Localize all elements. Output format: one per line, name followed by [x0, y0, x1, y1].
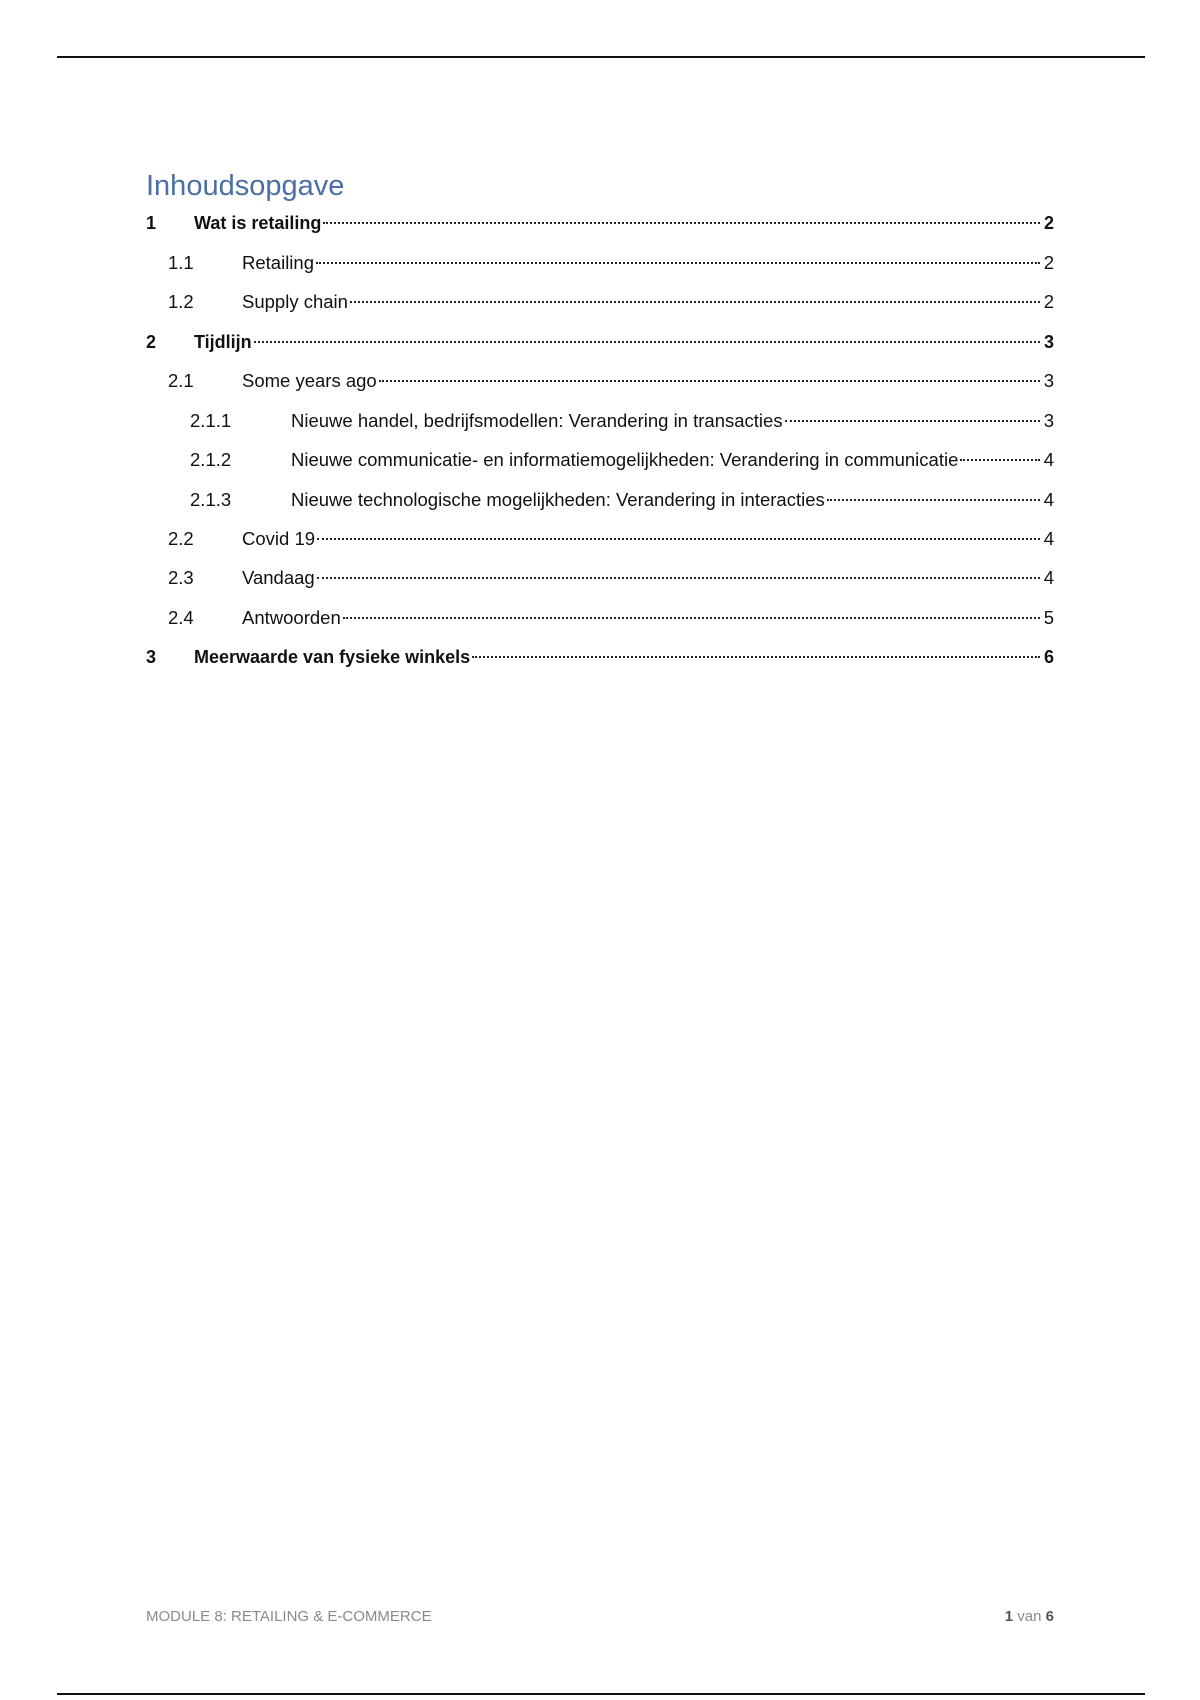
dot-leader — [785, 420, 1040, 422]
dot-leader — [317, 577, 1040, 579]
toc-entry-title: Antwoorden — [242, 607, 341, 628]
dot-leader — [472, 656, 1040, 658]
header-rule — [57, 56, 1145, 58]
toc-entry-2-1[interactable] — [146, 368, 1054, 394]
toc-entry-number: 2.1.3 — [190, 489, 232, 510]
toc-entry-title: Some years ago — [242, 370, 377, 391]
dot-leader — [827, 499, 1040, 501]
page-total: 6 — [1045, 1608, 1054, 1625]
toc-entry-number: 1.1 — [168, 252, 194, 273]
page-separator: van — [1017, 1608, 1042, 1625]
toc-entry-2-2[interactable] — [146, 526, 1054, 552]
dot-leader — [343, 617, 1040, 619]
toc-entry-title: Nieuwe handel, bedrijfsmodellen: Verandering in transacties — [291, 410, 783, 431]
toc-entry-page: 2 — [1043, 252, 1054, 273]
toc-entry-page: 2 — [1043, 213, 1054, 233]
toc-entry-page: 2 — [1043, 291, 1054, 312]
toc-entry-page: 4 — [1043, 528, 1054, 549]
toc-entry-page: 4 — [1043, 449, 1054, 470]
toc-entry-title: Wat is retailing — [194, 213, 322, 233]
toc-entry-title: Covid 19 — [242, 528, 316, 549]
toc-entry-number: 2.1 — [168, 370, 194, 391]
page-current: 1 — [1004, 1608, 1014, 1625]
dot-leader — [350, 301, 1040, 303]
dot-leader — [960, 459, 1040, 461]
footer-module-label: MODULE 8: RETAILING & E-COMMERCE — [146, 1608, 432, 1625]
toc-entry-1-1[interactable] — [146, 250, 1054, 276]
toc-entry-2-1-2[interactable] — [146, 447, 1054, 473]
toc-entry-page: 3 — [1043, 332, 1054, 352]
toc-entry-number: 1.2 — [168, 291, 194, 312]
toc-entry-2-4[interactable] — [146, 605, 1054, 631]
toc-entry-page: 4 — [1043, 567, 1054, 588]
toc-entry-3[interactable] — [146, 644, 1054, 670]
toc-entry-2-1-3[interactable] — [146, 487, 1054, 513]
dot-leader — [316, 262, 1040, 264]
dot-leader — [254, 341, 1040, 343]
page-number — [1005, 1608, 1054, 1625]
toc-entry-2[interactable] — [146, 329, 1054, 355]
dot-leader — [317, 538, 1040, 540]
toc-entry-page: 3 — [1043, 370, 1054, 391]
toc-entry-number: 2.4 — [168, 607, 194, 628]
toc-title: Inhoudsopgave — [146, 170, 345, 202]
toc-entry-number: 1 — [146, 213, 157, 233]
toc-entry-title: Supply chain — [242, 291, 348, 312]
toc-entry-number: 2.1.2 — [190, 449, 232, 470]
toc-entry-page: 6 — [1043, 647, 1054, 667]
toc-entry-number: 2.2 — [168, 528, 194, 549]
toc-entry-page: 5 — [1043, 607, 1054, 628]
toc-entry-title: Nieuwe communicatie- en informatiemogelijkheden: Verandering in communicatie — [291, 449, 959, 470]
dot-leader — [379, 380, 1040, 382]
toc-entry-page: 3 — [1043, 410, 1054, 431]
toc-entry-page: 4 — [1043, 489, 1054, 510]
toc-entry-number: 2.3 — [168, 567, 194, 588]
toc-entry-number: 3 — [146, 647, 157, 667]
toc-entry-title: Tijdlijn — [194, 332, 252, 352]
toc-entry-1[interactable] — [146, 210, 1054, 236]
toc-entry-2-1-1[interactable] — [146, 408, 1054, 434]
dot-leader — [323, 222, 1040, 224]
toc-entry-title: Meerwaarde van fysieke winkels — [194, 647, 471, 667]
toc-entry-number: 2.1.1 — [190, 410, 232, 431]
toc-entry-title: Vandaag — [242, 567, 315, 588]
toc-entry-2-3[interactable] — [146, 565, 1054, 591]
footer-rule — [57, 1693, 1145, 1695]
toc-entry-title: Retailing — [242, 252, 314, 273]
toc-entry-1-2[interactable] — [146, 289, 1054, 315]
page-footer — [146, 1608, 1054, 1625]
toc-entry-number: 2 — [146, 332, 157, 352]
toc-entry-title: Nieuwe technologische mogelijkheden: Verandering in interacties — [291, 489, 825, 510]
